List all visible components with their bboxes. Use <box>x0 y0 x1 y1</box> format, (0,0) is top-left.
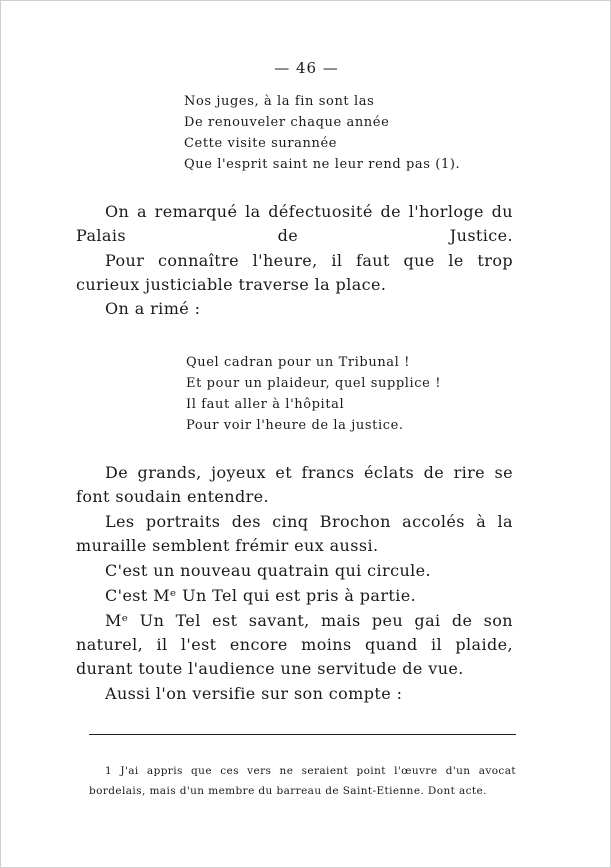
paragraph: Pour connaître l'heure, il faut que le trop curieux justiciable traverse la place. <box>76 250 513 294</box>
verse-line: Quel cadran pour un Tribunal ! <box>186 355 410 370</box>
verse-line: Que l'esprit saint ne leur rend pas (1). <box>184 157 461 172</box>
prose-block-2 <box>76 461 513 707</box>
paragraph: On a remarqué la défectuosité de l'horloge du Palais de Justice. <box>76 202 513 246</box>
footnote-text: 1 J'ai appris que ces vers ne seraient point l'œuvre d'un avocat bordelais, mais d'un membre du barreau de Saint-Etienne. Dont acte. <box>89 765 516 797</box>
verse-line: Pour voir l'heure de la justice. <box>186 418 404 433</box>
paragraph: C'est Mᵉ Un Tel qui est pris à partie. <box>105 585 417 605</box>
footnote <box>89 761 516 801</box>
verse-stanza-1 <box>184 91 460 175</box>
footnote-rule <box>89 734 516 735</box>
verse-line: Nos juges, à la fin sont las <box>184 94 375 109</box>
paragraph: Mᵉ Un Tel est savant, mais peu gai de son naturel, il l'est encore moins quand il plaide, durant toute l'audience une servitude de vue. <box>76 610 513 679</box>
prose-block-1 <box>76 200 513 321</box>
paragraph: Les portraits des cinq Brochon accolés à la muraille semblent frémir eux aussi. <box>76 512 513 556</box>
page-number: — 46 — <box>274 59 339 77</box>
paragraph: De grands, joyeux et francs éclats de rire se font soudain entendre. <box>76 463 513 507</box>
verse-line: Cette visite surannée <box>184 136 338 151</box>
verse-line: De renouveler chaque année <box>184 115 390 130</box>
paragraph: C'est un nouveau quatrain qui circule. <box>105 561 432 581</box>
verse-line: Il faut aller à l'hôpital <box>186 397 345 412</box>
verse-stanza-2 <box>186 352 441 436</box>
paragraph: On a rimé : <box>105 299 201 319</box>
paragraph: Aussi l'on versifie sur son compte : <box>105 684 403 704</box>
verse-line: Et pour un plaideur, quel supplice ! <box>186 376 442 391</box>
